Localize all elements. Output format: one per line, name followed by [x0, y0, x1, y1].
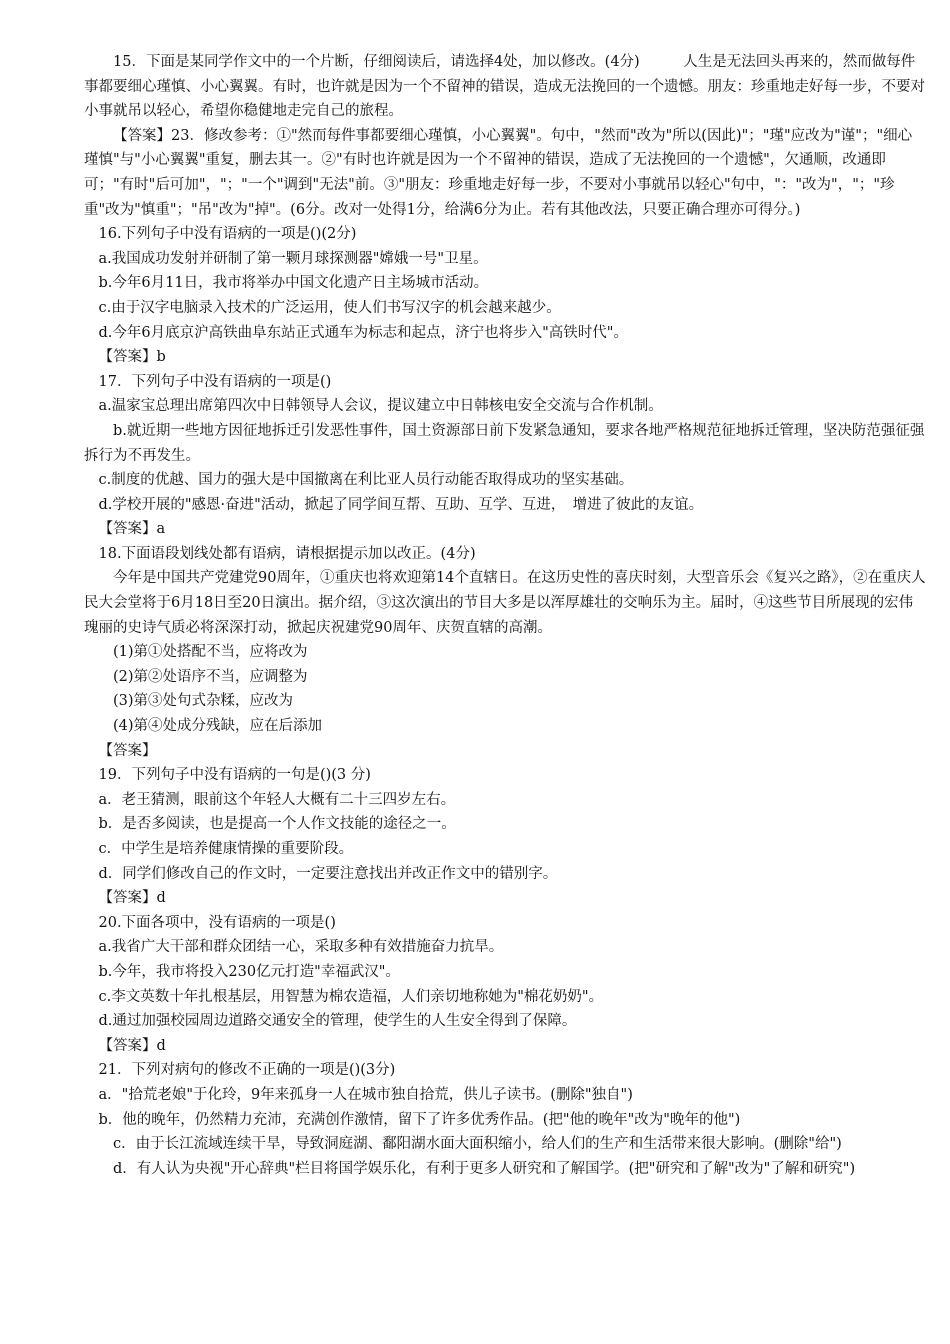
question-20-stem: 20.下面各项中，没有语病的一项是() — [98, 914, 336, 931]
question-20-option-a: a.我省广大干部和群众团结一心，采取多种有效措施奋力抗旱。 — [98, 939, 504, 956]
question-16-option-b: b.今年6月11日，我市将举办中国文化遗产日主场城市活动。 — [98, 275, 489, 292]
question-19-option-c: c．中学生是培养健康情操的重要阶段。 — [98, 841, 354, 857]
question-20-option-c: c.李文英数十年扎根基层，用智慧为棉农造福，人们亲切地称她为"棉花奶奶"。 — [98, 988, 604, 1005]
answer-20: 【答案】d — [98, 1037, 166, 1054]
question-21-option-d: d．有人认为央视"开心辞典"栏目将国学娱乐化，有利于更多人研究和了解国学。(把"研究和了解"改为"了解和研究") — [113, 1160, 856, 1177]
document-page — [84, 50, 926, 1181]
question-17-option-c: c.制度的优越、国力的强大是中国撤离在利比亚人员行动能否取得成功的坚实基础。 — [98, 472, 634, 489]
answer-17: 【答案】a — [98, 521, 166, 538]
question-18-item-1: (1)第①处搭配不当，应将改为 — [113, 644, 308, 661]
answer-16: 【答案】b — [98, 349, 166, 366]
question-21-option-b: b．他的晚年，仍然精力充沛，充满创作激情，留下了许多优秀作品。(把"他的晚年"改为"晚年的他") — [98, 1111, 741, 1128]
question-20-option-d: d.通过加强校园周边道路交通安全的管理，使学生的人生安全得到了保障。 — [98, 1013, 577, 1030]
question-16-option-c: c.由于汉字电脑录入技术的广泛运用，使人们书写汉字的机会越来越少。 — [98, 299, 561, 316]
question-17-stem: 17．下列句子中没有语病的一项是() — [98, 373, 332, 390]
question-18-item-4: (4)第④处成分残缺，应在后添加 — [113, 718, 323, 735]
answer-15: 【答案】23．修改参考：①"然而每件事都要细心瑾慎，小心翼翼"。句中，"然而"改为"所以(因此)"；"瑾"应改为"谨"；"细心瑾慎"与"小心翼翼"重复，删去其一。②"有时也许就是因为一个不留神的错误，造成了无法挽回的一个遗憾"，欠通顺，改通即可；"有时"后可加"，"；"一个"调到"无法"前。③"朋友：珍重地走好每一步，不要对小事就吊以轻心"句中，"："改为"，"；"珍重"改为"慎重"；"吊"改为"掉"。(6分。改对一处得1分，给满6分为止。若有其他改法，只要正确合理亦可得分。) — [84, 127, 913, 218]
question-15: 15．下面是某同学作文中的一个片断，仔细阅读后，请选择4处，加以修改。(4分) 人生是无法回头再来的，然而做每件事都要细心瑾慎、小心翼翼。有时，也许就是因为一个不留神的错误，造成无法挽回的一个遗憾。朋友：珍重地走好每一步，不要对小事就吊以轻心，希望你稳健地走完自己的旅程。 — [84, 54, 925, 120]
question-21-stem: 21．下列对病句的修改不正确的一项是()(3分) — [98, 1062, 396, 1079]
answer-18: 【答案】 — [98, 742, 157, 759]
question-21-option-c: c．由于长江流域连续干旱，导致洞庭湖、鄱阳湖水面大面积缩小，给人们的生产和生活带来很大影响。(删除"给") — [113, 1136, 842, 1153]
question-20-option-b: b.今年，我市将投入230亿元打造"幸福武汉"。 — [98, 963, 400, 980]
question-17-option-b: b.就近期一些地方因征地拆迁引发恶性事件，国土资源部日前下发紧急通知，要求各地严格规范征地拆迁管理，坚决防范强征强拆行为不再发生。 — [84, 422, 925, 464]
question-16-stem: 16.下列句子中没有语病的一项是()(2分) — [98, 226, 357, 243]
answer-19: 【答案】d — [98, 890, 166, 907]
question-17-option-a: a.温家宝总理出席第四次中日韩领导人会议，提议建立中日韩核电安全交流与合作机制。 — [98, 398, 663, 415]
question-16-option-a: a.我国成功发射并研制了第一颗月球探测器"嫦娥一号"卫星。 — [98, 250, 488, 267]
question-18-stem: 18.下面语段划线处都有语病，请根据提示加以改正。(4分) — [98, 545, 476, 562]
question-18-item-2: (2)第②处语序不当，应调整为 — [113, 668, 308, 685]
question-21-option-a: a．"拾荒老娘"于化玲，9年来孤身一人在城市独自拾荒，供儿子读书。(删除"独自") — [98, 1086, 633, 1103]
question-17-option-d: d.学校开展的"感恩·奋进"活动，掀起了同学间互帮、互助、互学、互进， 增进了彼此的友谊。 — [98, 496, 704, 513]
question-19-option-b: b．是否多阅读，也是提高一个人作文技能的途径之一。 — [98, 816, 456, 833]
question-18-item-3: (3)第③处句式杂糅，应改为 — [113, 693, 294, 710]
question-19-option-a: a．老王猜测，眼前这个年轻人大概有二十三四岁左右。 — [98, 791, 456, 808]
question-18-passage: 今年是中国共产党建党90周年，①重庆也将欢迎第14个直辖日。在这历史性的喜庆时刻，大型音乐会《复兴之路》，②在重庆人民大会堂将于6月18日至20日演出。据介绍，③这次演出的节目大多是以浑厚雄壮的交响乐为主。届时，④这些节目所展现的宏伟瑰丽的史诗气质必将深深打动，掀起庆祝建党90周年、庆贺直辖的高潮。 — [84, 570, 926, 636]
question-16-option-d: d.今年6月底京沪高铁曲阜东站正式通车为标志和起点，济宁也将步入"高铁时代"。 — [98, 324, 628, 341]
question-19-option-d: d．同学们修改自己的作文时，一定要注意找出并改正作文中的错别字。 — [98, 865, 558, 882]
question-19-stem: 19．下列句子中没有语病的一句是()(3 分) — [98, 767, 371, 784]
